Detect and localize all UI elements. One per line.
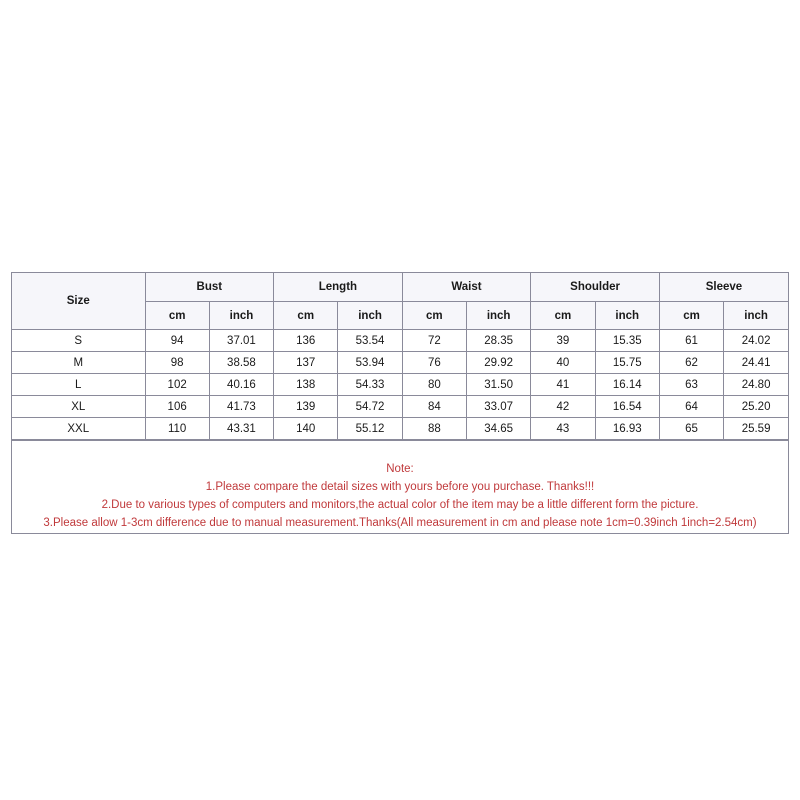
- table-cell: 40: [531, 352, 595, 374]
- size-column-header: Size: [12, 273, 145, 330]
- table-cell: 16.14: [595, 374, 659, 396]
- table-cell: 39: [531, 330, 595, 352]
- length-header: Length: [274, 273, 403, 302]
- table-cell: 24.02: [724, 330, 788, 352]
- unit-inch-header: inch: [595, 302, 659, 330]
- table-cell: 136: [274, 330, 338, 352]
- table-cell: 41.73: [209, 396, 273, 418]
- sleeve-header: Sleeve: [659, 273, 788, 302]
- table-cell: 15.35: [595, 330, 659, 352]
- unit-cm-header: cm: [659, 302, 723, 330]
- unit-cm-header: cm: [274, 302, 338, 330]
- table-cell: 24.41: [724, 352, 788, 374]
- bust-header: Bust: [145, 273, 274, 302]
- table-cell: 43.31: [209, 418, 273, 440]
- table-cell: 43: [531, 418, 595, 440]
- table-cell: 110: [145, 418, 209, 440]
- table-cell: 16.54: [595, 396, 659, 418]
- size-chart: [11, 272, 789, 534]
- table-row: [12, 352, 788, 374]
- unit-cm-header: cm: [145, 302, 209, 330]
- note-line-3: 3.Please allow 1-3cm difference due to manual measurement.Thanks(All measurement in cm and please note 1cm=0.39inch 1inch=2.54cm): [43, 517, 757, 529]
- unit-inch-header: inch: [724, 302, 788, 330]
- header-group-row: [12, 273, 788, 302]
- notes-section: [12, 440, 788, 533]
- table-cell: 41: [531, 374, 595, 396]
- table-cell: 29.92: [466, 352, 530, 374]
- table-cell: 25.59: [724, 418, 788, 440]
- waist-header: Waist: [402, 273, 531, 302]
- table-cell: 61: [659, 330, 723, 352]
- table-cell: 98: [145, 352, 209, 374]
- table-cell: 76: [402, 352, 466, 374]
- table-cell: 94: [145, 330, 209, 352]
- unit-cm-header: cm: [531, 302, 595, 330]
- note-line-2: 2.Due to various types of computers and monitors,the actual color of the item may be a little different form the picture.: [101, 499, 699, 511]
- table-cell: 80: [402, 374, 466, 396]
- table-cell: 37.01: [209, 330, 273, 352]
- table-cell: 38.58: [209, 352, 273, 374]
- unit-cm-header: cm: [402, 302, 466, 330]
- table-cell: 53.54: [338, 330, 402, 352]
- note-line-1: 1.Please compare the detail sizes with yours before you purchase. Thanks!!!: [205, 481, 595, 493]
- table-cell: 15.75: [595, 352, 659, 374]
- table-cell: 28.35: [466, 330, 530, 352]
- table-cell: 54.33: [338, 374, 402, 396]
- table-cell: 64: [659, 396, 723, 418]
- size-cell: XXL: [12, 418, 145, 440]
- table-cell: 33.07: [466, 396, 530, 418]
- unit-inch-header: inch: [209, 302, 273, 330]
- table-cell: 34.65: [466, 418, 530, 440]
- table-cell: 42: [531, 396, 595, 418]
- table-cell: 72: [402, 330, 466, 352]
- unit-inch-header: inch: [466, 302, 530, 330]
- table-cell: 40.16: [209, 374, 273, 396]
- table-row: [12, 418, 788, 440]
- table-cell: 106: [145, 396, 209, 418]
- size-cell: M: [12, 352, 145, 374]
- table-row: [12, 330, 788, 352]
- size-cell: L: [12, 374, 145, 396]
- table-cell: 62: [659, 352, 723, 374]
- table-cell: 16.93: [595, 418, 659, 440]
- table-cell: 25.20: [724, 396, 788, 418]
- table-cell: 88: [402, 418, 466, 440]
- size-table: [12, 273, 788, 440]
- shoulder-header: Shoulder: [531, 273, 660, 302]
- table-cell: 54.72: [338, 396, 402, 418]
- note-title: Note:: [386, 463, 414, 475]
- table-cell: 65: [659, 418, 723, 440]
- table-cell: 102: [145, 374, 209, 396]
- table-cell: 53.94: [338, 352, 402, 374]
- table-cell: 55.12: [338, 418, 402, 440]
- table-cell: 84: [402, 396, 466, 418]
- size-cell: S: [12, 330, 145, 352]
- unit-inch-header: inch: [338, 302, 402, 330]
- table-row: [12, 396, 788, 418]
- table-cell: 63: [659, 374, 723, 396]
- table-cell: 31.50: [466, 374, 530, 396]
- table-row: [12, 374, 788, 396]
- table-cell: 137: [274, 352, 338, 374]
- table-cell: 138: [274, 374, 338, 396]
- table-cell: 139: [274, 396, 338, 418]
- table-cell: 24.80: [724, 374, 788, 396]
- size-cell: XL: [12, 396, 145, 418]
- table-cell: 140: [274, 418, 338, 440]
